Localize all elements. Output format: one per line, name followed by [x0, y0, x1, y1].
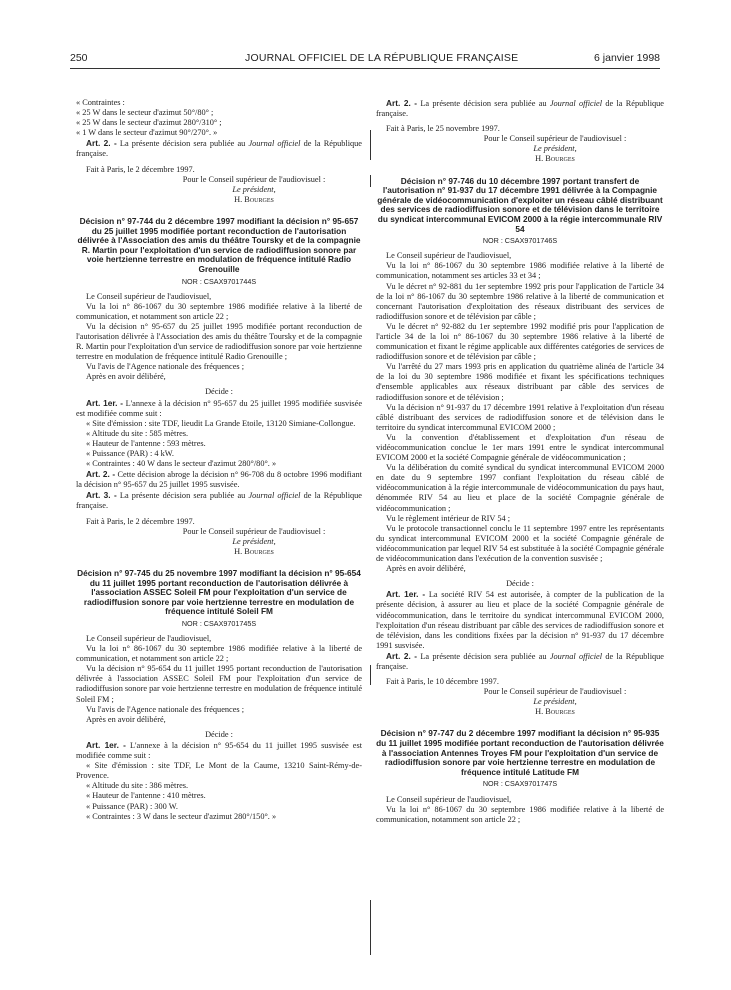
paragraph: Vu la décision n° 91-937 du 17 décembre 1991 relative à l'exploitation d'un réseau câblé distribuant des services de radiodiffusion sonore et de télévision dans le territoire du syndicat intercommunal EVICOM 2000 ;: [376, 402, 664, 432]
paragraph: Vu l'avis de l'Agence nationale des fréquences ;: [86, 704, 244, 714]
article-paragraph: Art. 1er. - L'annexe à la décision n° 95-657 du 25 juillet 1995 modifiée susvisée est modifiée comme suit :: [76, 397, 363, 418]
intro-line: « Contraintes :: [76, 98, 125, 107]
signature-for: Pour le Conseil supérieur de l'audiovisuel :: [182, 526, 326, 536]
article-label: Art. 2. -: [86, 138, 117, 149]
article-label: Art. 3. -: [86, 490, 117, 501]
bullet-line: « Contraintes : 40 W dans le secteur d'azimut 280°/80°. »: [86, 459, 277, 469]
column-divider: [370, 130, 371, 160]
bullet-line: « Altitude du site : 386 mètres.: [86, 781, 189, 791]
issue-date: 6 janvier 1998: [594, 52, 660, 64]
column-divider: [370, 900, 371, 955]
paragraph: Vu la convention d'établissement et d'exploitation d'un réseau de vidéocommunication conclue le 1er mars 1991 entre le syndicat intercommunal EVICOM 2000 et la société Compagnie générale de vidéocommunication ;: [376, 432, 664, 463]
decision-title: Décision n° 97-747 du 2 décembre 1997 modifiant la décision n° 95-935 du 11 juillet 1995 modifiée portant reconduction de l'autorisation délivrée à l'association Antennes Troyes FM pour l'exploitation d'un service de radiodiffusion sonore par voie hertzienne terrestre en modulation de fréquence intitulé Latitude FM: [376, 728, 664, 777]
nor-code: NOR : CSAX9701744S: [181, 276, 257, 286]
article-paragraph: Art. 2. - La présente décision sera publiée au Journal officiel de la République française.: [76, 138, 362, 159]
bullet-line: « Hauteur de l'antenne : 410 mètres.: [86, 791, 206, 801]
paragraph: Vu le décret n° 92-881 du 1er septembre 1992 pris pour l'application de l'article 34 de la loi n° 86-1067 du 30 septembre 1986 relative à la liberté de communication et concernant l'autorisation d'exploitation des réseaux distribuant des services de radiodiffusion sonore et de télévision par câble ;: [376, 281, 664, 321]
paragraph: Vu la loi n° 86-1067 du 30 septembre 1986 modifiée relative à la liberté de communication, notamment son article 22 ;: [376, 804, 664, 824]
signature-name: H. Bourges: [234, 194, 274, 204]
paragraph: Le Conseil supérieur de l'audiovisuel,: [386, 794, 512, 804]
paragraph: Après en avoir délibéré,: [86, 372, 166, 382]
journal-title: JOURNAL OFFICIEL DE LA RÉPUBLIQUE FRANÇAISE: [245, 52, 519, 64]
signature-name: H. Bourges: [535, 154, 575, 164]
article-paragraph: Art. 2. - Cette décision abroge la décision n° 96-708 du 8 octobre 1996 modifiant la décision n° 95-657 du 25 juillet 1995 susvisée.: [76, 469, 362, 490]
right-column: [376, 98, 664, 825]
paragraph: Le Conseil supérieur de l'audiovisuel,: [86, 291, 212, 301]
signature-name: H. Bourges: [234, 546, 274, 556]
paragraph: Vu le décret n° 92-882 du 1er septembre 1992 modifié pris pour l'application de l'article 34 de la loi n° 86-1067 du 30 septembre 1986 relative à la liberté de communication et fixant le régime applicable aux différentes catégories de services de radiodiffusion sonore et de télévision par câble ;: [376, 321, 664, 362]
decide-heading: Décide :: [506, 579, 534, 589]
paragraph: Vu la décision n° 95-654 du 11 juillet 1995 portant reconduction de l'autorisation délivrée à l'association ASSEC Soleil FM pour l'exploitation d'un service de radiodiffusion sonore par voie hertzienne terrestre en modulation de fréquence intitulé Soleil FM ;: [76, 664, 362, 704]
paragraph: Vu la loi n° 86-1067 du 30 septembre 1986 modifiée relative à la liberté de communication, et notamment son article 22 ;: [76, 644, 362, 664]
nor-code: NOR : CSAX9701745S: [181, 618, 257, 628]
paragraph: Vu le règlement intérieur de RIV 54 ;: [386, 513, 510, 523]
paragraph: Vu la loi n° 86-1067 du 30 septembre 1986 modifiée relative à la liberté de communication, et notamment son article 22 ;: [76, 301, 362, 321]
decision-title: Décision n° 97-745 du 25 novembre 1997 modifiant la décision n° 95-654 du 11 juillet 1995 portant reconduction de l'autorisation délivrée à l'association ASSEC Soleil FM pour l'exploitation d'un service de radiodiffusion sonore par voie hertzienne terrestre en modulation de fréquence intitulé Soleil FM: [77, 567, 361, 617]
intro-line: « 1 W dans le secteur d'azimut 90°/270°. »: [76, 128, 218, 138]
left-column: [76, 98, 362, 822]
bullet-line: « Altitude du site : 585 mètres.: [86, 428, 189, 438]
intro-line: « 25 W dans le secteur d'azimut 50°/80° ;: [76, 108, 214, 118]
done-at-line: Fait à Paris, le 2 décembre 1997.: [86, 516, 195, 526]
header-rule: [70, 68, 660, 69]
paragraph: Vu l'avis de l'Agence nationale des fréquences ;: [86, 362, 244, 372]
paragraph: Le Conseil supérieur de l'audiovisuel,: [386, 251, 512, 261]
article-label: Art. 2. -: [386, 98, 418, 108]
article-paragraph: Art. 2. - La présente décision sera publiée au Journal officiel de la République française.: [376, 650, 664, 671]
decision-title: Décision n° 97-746 du 10 décembre 1997 portant transfert de l'autorisation n° 91-937 du 17 décembre 1991 délivrée à la Compagnie générale de vidéocommunication d'exploiter un réseau câblé distribuant des services de radiodiffusion sonore et de télévision dans le territoire du syndicat intercommunal EVICOM 2000 à la régie intercommunale RIV 54: [377, 175, 663, 234]
paragraph: Vu la décision n° 95-657 du 25 juillet 1995 modifiée portant reconduction de l'autorisation délivrée à l'Association des amis du théâtre Toursky et de la compagnie R. Martin pour l'exploitation d'un service de radiodiffusion sonore par voie hertzienne terrestre en modulation de fréquence intitulé Radio Grenouille ;: [76, 321, 362, 362]
signature-for: Pour le Conseil supérieur de l'audiovisuel :: [483, 134, 627, 144]
paragraph: Le Conseil supérieur de l'audiovisuel,: [86, 634, 212, 643]
intro-line: « 25 W dans le secteur d'azimut 280°/310° ;: [76, 118, 222, 128]
article-label: Art. 1er. -: [386, 589, 426, 600]
nor-code: NOR : CSAX9701747S: [482, 779, 558, 789]
column-divider: [370, 665, 371, 685]
bullet-line: « Site d'émission : site TDF, lieudit La Grande Etoile, 13120 Simiane-Collongue.: [86, 418, 356, 428]
column-divider: [370, 175, 371, 187]
signature-role: Le président,: [533, 697, 577, 707]
decision-title: Décision n° 97-744 du 2 décembre 1997 modifiant la décision n° 95-657 du 25 juillet 1995 modifiée portant reconduction de l'autorisation délivrée à l'Association des amis du théâtre Toursky et de la compagnie R. Martin pour l'exploitation d'un service de radiodiffusion sonore par voie hertzienne terrestre en modulation de fréquence intitulé Radio Grenouille: [77, 215, 361, 274]
signature-name: H. Bourges: [535, 707, 575, 717]
bullet-line: « Hauteur de l'antenne : 593 mètres.: [86, 438, 206, 448]
page-number: 250: [70, 52, 88, 64]
article-label: Art. 1er. -: [86, 397, 123, 408]
decide-heading: Décide :: [205, 387, 233, 397]
done-at-line: Fait à Paris, le 2 décembre 1997.: [86, 164, 195, 174]
nor-code: NOR : CSAX9701746S: [482, 236, 558, 246]
article-paragraph: Art. 2. - La présente décision sera publiée au Journal officiel de la République française.: [376, 98, 664, 119]
bullet-line: « Puissance (PAR) : 300 W.: [86, 801, 178, 811]
done-at-line: Fait à Paris, le 10 décembre 1997.: [386, 677, 499, 687]
bullet-line: « Site d'émission : site TDF, Le Mont de la Caume, 13210 Saint-Rémy-de-Provence.: [76, 761, 362, 781]
paragraph: Vu la délibération du comité syndical du syndicat intercommunal EVICOM 2000 en date du 9 septembre 1997 confiant l'exploitation du réseau câblé de vidéocommunication à la régie intercommunale de vidéocommunication du pays haut, dénommée RIV 54 au lieu et place de la société Compagnie générale de vidéocommunication ;: [376, 463, 664, 513]
signature-for: Pour le Conseil supérieur de l'audiovisuel :: [182, 174, 326, 184]
paragraph: Vu l'arrêté du 27 mars 1993 pris en application du quatrième alinéa de l'article 34 de la loi du 30 septembre 1986 modifiée et fixant les spécifications techniques d'ensemble applicables aux réseaux distribuant par câble des services de radiodiffusion sonore et de télévision ;: [376, 362, 664, 402]
paragraph: Vu le protocole transactionnel conclu le 11 septembre 1997 entre les représentants du syndicat intercommunal EVICOM 2000 et la société Compagnie générale de vidéocommunication par lequel RIV 54 est substituée à la société Compagnie générale de vidéocommunication dans l'exécution de la convention susvisée ;: [376, 523, 664, 564]
paragraph: Vu la loi n° 86-1067 du 30 septembre 1986 modifiée relative à la liberté de communication, notamment ses articles 33 et 34 ;: [376, 261, 664, 281]
article-label: Art. 1er. -: [86, 739, 126, 750]
signature-role: Le président,: [232, 536, 276, 546]
bullet-line: « Contraintes : 3 W dans le secteur d'azimut 280°/150°. »: [86, 811, 277, 821]
decide-heading: Décide :: [205, 729, 233, 739]
paragraph: Après en avoir délibéré,: [86, 714, 166, 724]
signature-role: Le président,: [533, 144, 577, 154]
article-paragraph: Art. 1er. - L'annexe à la décision n° 95-654 du 11 juillet 1995 susvisée est modifiée comme suit :: [76, 739, 362, 761]
signature-role: Le président,: [232, 184, 276, 194]
article-label: Art. 2. -: [386, 650, 418, 661]
article-label: Art. 2. -: [86, 469, 116, 480]
signature-for: Pour le Conseil supérieur de l'audiovisuel :: [483, 687, 627, 697]
article-paragraph: Art. 3. - La présente décision sera publiée au Journal officiel de la République française.: [76, 490, 362, 511]
done-at-line: Fait à Paris, le 25 novembre 1997.: [386, 124, 500, 134]
bullet-line: « Puissance (PAR) : 4 kW.: [86, 449, 174, 458]
page-header: [70, 52, 660, 68]
article-paragraph: Art. 1er. - La société RIV 54 est autorisée, à compter de la publication de la présente décision, à assurer au lieu et place de la société Compagnie générale de vidéocommunication, dans le territoire du syndicat intercommunal EVICOM 2000, l'exploitation d'un réseau distribuant par câble des services de radiodiffusion sonore et de télévision, dans les conditions fixées par la décision n° 91-937 du 17 décembre 1991 susvisée.: [376, 589, 665, 650]
paragraph: Après en avoir délibéré,: [386, 564, 466, 574]
